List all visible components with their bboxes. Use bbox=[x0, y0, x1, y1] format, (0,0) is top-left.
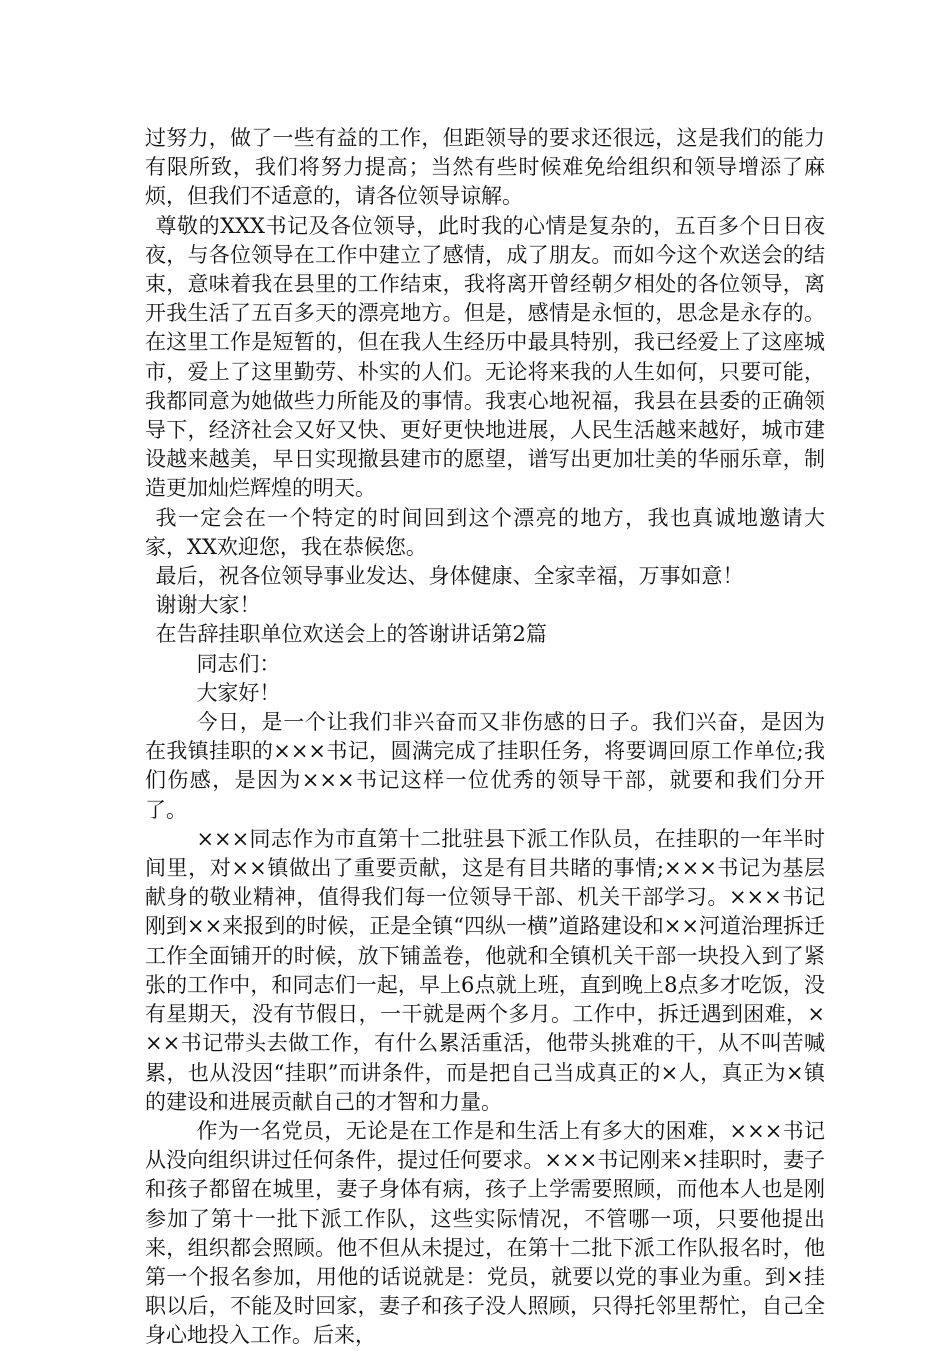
salutation-greeting: 大家好！ bbox=[196, 680, 281, 705]
paragraph-today: 今日，是一个让我们非兴奋而又非伤感的日子。我们兴奋，是因为在我镇挂职的×××书记，圆满完成了挂职任务，将要调回原工作单位;我们伤感，是因为×××书记这样一位优秀的领导干部，就要和我们分开了。 bbox=[145, 710, 825, 822]
paragraph-best-wishes: 最后，祝各位领导事业发达、身体健康、全家幸福，万事如意！ bbox=[155, 564, 744, 589]
paragraph-farewell-feelings: 尊敬的XXX书记及各位领导，此时我的心情是复杂的，五百多个日日夜夜，与各位领导在工作中建立了感情，成了朋友。而如今这个欢送会的结束，意味着我在县里的工作结束，我将离开曾经朝夕相处的各位领导，离开我生活了五百多天的漂亮地方。但是，感情是永恒的，思念是永存的。在这里工作是短暂的，但在我人生经历中最具特别，我已经爱上了这座城市，爱上了这里勤劳、朴实的人们。无论将来我的人生如何，只要可能，我都同意为她做些力所能及的事情。我衷心地祝福，我县在县委的正确领导下，经济社会又好又快、更好更快地进展，人民生活越来越好，城市建设越来越美，早日实现撤县建市的愿望，谱写出更加壮美的华丽乐章，制造更加灿烂辉煌的明天。 bbox=[145, 213, 825, 501]
paragraph-contributions: ×××同志作为市直第十二批驻县下派工作队员，在挂职的一年半时间里，对××镇做出了重要贡献，这是有目共睹的事情;×××书记为基层献身的敬业精神，值得我们每一位领导干部、机关干部学习。×××书记刚到××来报到的时候，正是全镇“四纵一横”道路建设和××河道治理拆迁工作全面铺开的时候，放下铺盖卷，他就和全镇机关干部一块投入到了紧张的工作中，和同志们一起，早上6点就上班，直到晚上8点多才吃饭，没有星期天，没有节假日，一干就是两个多月。工作中，拆迁遇到困难，×××书记带头去做工作，有什么累活重活，他带头挑难的干，从不叫苦喊累，也从没因“挂职”而讲条件，而是把自己当成真正的×人，真正为×镇的建设和进展贡献自己的才智和力量。 bbox=[145, 826, 825, 1114]
paragraph-closing-thanks: 过努力，做了一些有益的工作，但距领导的要求还很远，这是我们的能力有限所致，我们将努力提高；当然有些时候难免给组织和领导增添了麻烦，但我们不适意的，请各位领导谅解。 bbox=[145, 126, 825, 209]
section-heading: 在告辞挂职单位欢送会上的答谢讲话第2篇 bbox=[155, 622, 547, 647]
paragraph-party-member: 作为一名党员，无论是在工作是和生活上有多大的困难，×××书记从没向组织讲过任何条件，提过任何要求。×××书记刚来×挂职时，妻子和孩子都留在城里，妻子身体有病，孩子上学需要照顾，而他本人也是刚参加了第十一批下派工作队，这些实际情况，不管哪一项，只要他提出来，组织都会照顾。他不但从未提过，在第十二批下派工作队报名时，他第一个报名参加，用他的话说就是：党员，就要以党的事业为重。到×挂职以后，不能及时回家，妻子和孩子没人照顾，只得托邻里帮忙，自己全身心地投入工作。后来， bbox=[145, 1118, 825, 1348]
salutation-comrades: 同志们： bbox=[196, 651, 281, 676]
paragraph-thank-you: 谢谢大家！ bbox=[155, 593, 261, 618]
document-page bbox=[145, 124, 825, 1351]
paragraph-invitation: 我一定会在一个特定的时间回到这个漂亮的地方，我也真诚地邀请大家，XX欢迎您，我在恭候您。 bbox=[145, 505, 825, 559]
